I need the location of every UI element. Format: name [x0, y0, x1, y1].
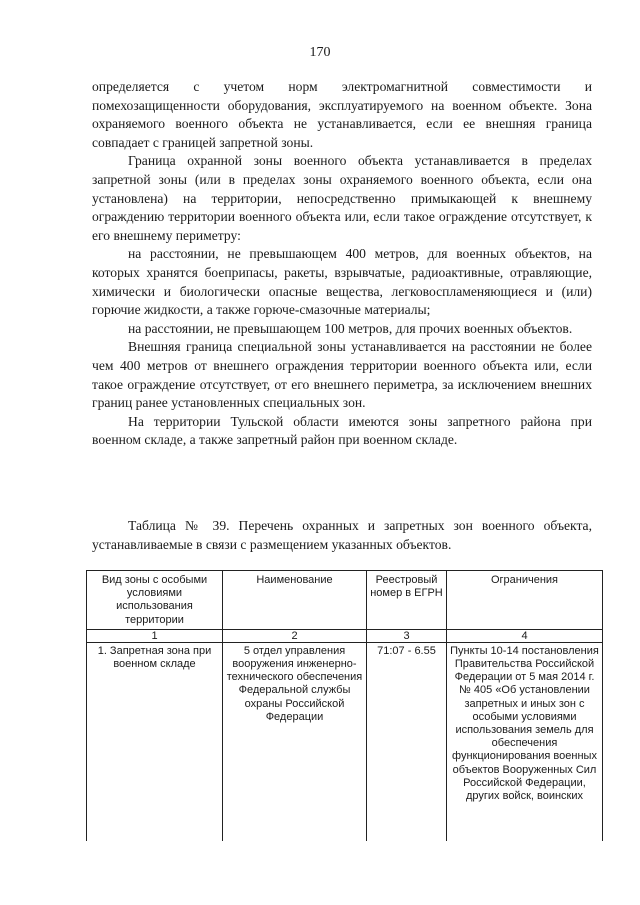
paragraph: на расстоянии, не превышающем 400 метров, для военных объектов, на которых хранятся боеприпасы, ракеты, взрывчатые, радиоактивные, отравляющие, химически и биологически опасные вещества, легковоспламеняющиеся и (или) горючие жидкости, а также горюче-смазочные материалы;: [92, 246, 592, 318]
paragraph: На территории Тульской области имеются зоны запретного района при военном складе, а также запретный район при военном складе.: [92, 413, 592, 448]
paragraph: Внешняя граница специальной зоны устанавливается на расстоянии не более чем 400 метров от внешнего ограждения территории военного объекта или, если такое ограждение отсутствует, от его внешнего периметра, за исключением внешних границ ранее установленных специальных зон.: [92, 339, 592, 411]
column-header-restrictions: Ограничения: [447, 571, 603, 630]
cell-restrictions: Пункты 10-14 постановления Правительства Российской Федерации от 5 мая 2014 г. № 405 «Об установлении запретных и иных зон с особыми условиями использования земель для обеспечения функционирования военных объектов Вооруженных Сил Российской Федерации, других войск, воинских: [447, 642, 603, 841]
column-number: 4: [447, 629, 603, 642]
column-number: 1: [87, 629, 223, 642]
page-number: 170: [309, 45, 331, 60]
paragraph: определяется с учетом норм электромагнитной совместимости и помехозащищенности оборудования, эксплуатируемого на военном объекте. Зона охраняемого военного объекта не устанавливается, если ее внешняя граница совпадает с границей запретной зоны.: [92, 79, 592, 150]
table-row: [87, 642, 603, 841]
paragraph: Граница охранной зоны военного объекта устанавливается в пределах запретной зоны (или в пределах зоны охраняемого военного объекта, если она установлена) на территории, непосредственно примыкающей к внешнему ограждению территории военного объекта или, если такое ограждение отсутствует, к его внешнему периметру:: [92, 153, 592, 243]
column-header-name: Наименование: [223, 571, 367, 630]
paragraph: на расстоянии, не превышающем 100 метров, для прочих военных объектов.: [128, 320, 573, 336]
cell-zone-type: 1. Запретная зона при военном складе: [87, 642, 223, 841]
column-header-registry-number: Реестровый номер в ЕГРН: [367, 571, 447, 630]
cell-registry-number: 71:07 - 6.55: [367, 642, 447, 841]
table-caption: [92, 516, 592, 554]
cell-name: 5 отдел управления вооружения инженерно-технического обеспечения Федеральной службы охраны Российской Федерации: [223, 642, 367, 841]
column-number: 2: [223, 629, 367, 642]
column-header-zone-type: Вид зоны с особыми условиями использования территории: [87, 571, 223, 630]
table-header-row: [87, 571, 603, 630]
column-number-row: [87, 629, 603, 642]
table-caption-text: Таблица № 39. Перечень охранных и запретных зон военного объекта, устанавливаемые в связи с размещением указанных объектов.: [92, 518, 592, 552]
body-text: [92, 78, 592, 450]
column-number: 3: [367, 629, 447, 642]
zones-table: [86, 570, 603, 841]
